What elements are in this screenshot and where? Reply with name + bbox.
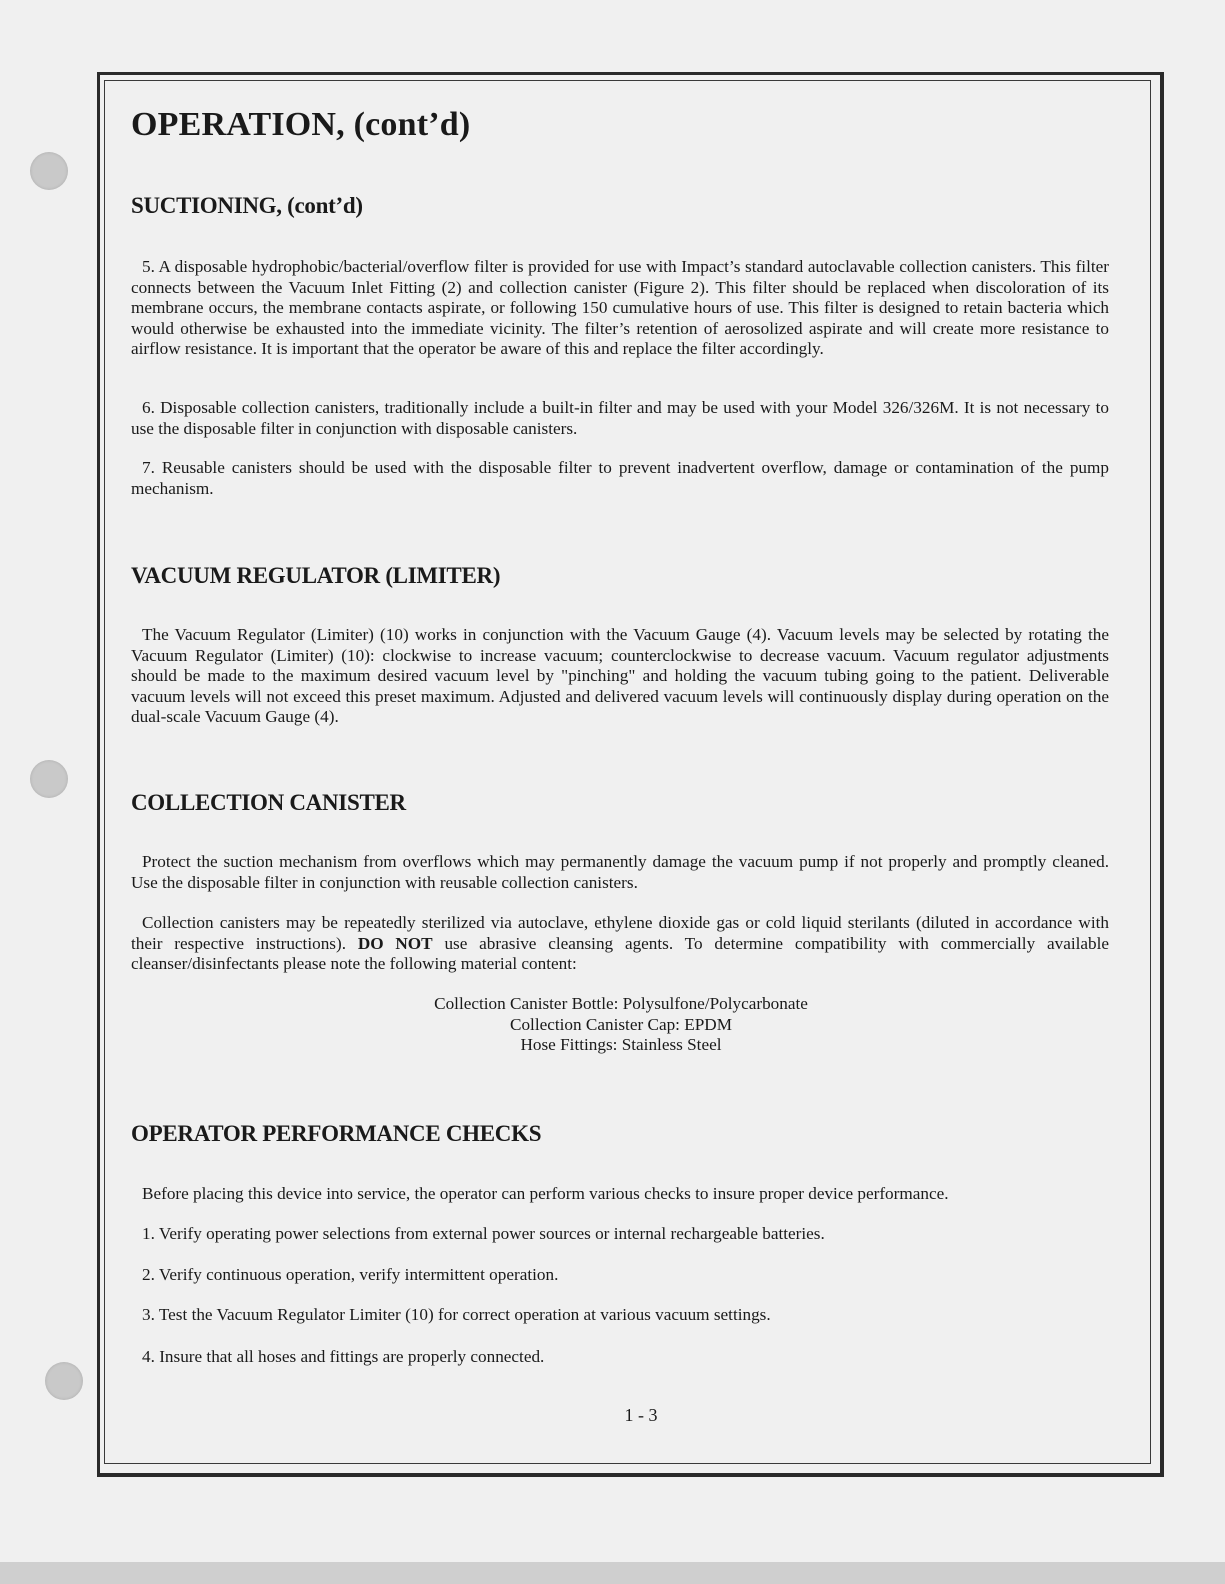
binder-hole-bottom xyxy=(45,1362,83,1400)
binder-hole-middle xyxy=(30,760,68,798)
page-number: 1 - 3 xyxy=(624,1405,658,1425)
paragraph-2-text-before: Collection canisters may be repeatedly sterilized via autoclave, ethylene dioxide gas or cold liquid sterilants (diluted in accordance with their respective instructions). xyxy=(131,913,1109,953)
performance-check-item-4: 4. Insure that all hoses and fittings are properly connected. xyxy=(142,1347,545,1366)
suctioning-paragraph-5: 5. A disposable hydrophobic/bacterial/overflow filter is provided for use with Impact’s standard autoclavable collection canisters. This filter connects between the Vacuum Inlet Fitting (2) and collection canister (Figure 2). This filter should be replaced when discoloration of its membrane occurs, the membrane contacts aspirate, or following 150 cumulative hours of use. This filter is designed to retain bacteria which would otherwise be exhausted into the immediate vicinity. The filter’s retention of aerosolized aspirate and will create more resistance to airflow resistance. It is important that the operator be aware of this and replace the filter accordingly. xyxy=(131,257,1109,358)
collection-canister-paragraph-1: Protect the suction mechanism from overflows which may permanently damage the vacuum pump if not properly and promptly cleaned. Use the disposable filter in conjunction with reusable collection canisters. xyxy=(131,852,1109,892)
section-heading-suctioning: SUCTIONING, (cont’d) xyxy=(131,193,363,218)
material-item: Collection Canister Cap: EPDM xyxy=(510,1014,732,1034)
section-heading-performance-checks: OPERATOR PERFORMANCE CHECKS xyxy=(131,1121,542,1146)
material-item: Collection Canister Bottle: Polysulfone/Polycarbonate xyxy=(434,994,808,1013)
performance-check-item-3: 3. Test the Vacuum Regulator Limiter (10) for correct operation at various vacuum settings. xyxy=(142,1305,771,1324)
section-heading-collection-canister: COLLECTION CANISTER xyxy=(131,790,406,815)
scan-bottom-edge xyxy=(0,1562,1225,1584)
materials-list xyxy=(131,994,1111,1056)
suctioning-paragraph-6: 6. Disposable collection canisters, traditionally include a built-in filter and may be used with your Model 326/326M. It is not necessary to use the disposable filter in conjunction with disposable canisters. xyxy=(131,398,1109,438)
paragraph-2-text-after: use abrasive cleansing agents. To determine compatibility with commercially available cleanser/disinfectants please note the following material content: xyxy=(131,933,1110,973)
performance-check-item-2: 2. Verify continuous operation, verify intermittent operation. xyxy=(142,1265,559,1284)
page-title: OPERATION, (cont’d) xyxy=(131,106,471,143)
material-item: Hose Fittings: Stainless Steel xyxy=(520,1035,722,1054)
vacuum-regulator-paragraph: The Vacuum Regulator (Limiter) (10) works in conjunction with the Vacuum Gauge (4). Vacuum levels may be selected by rotating the Vacuum Regulator (Limiter) (10): clockwise to increase vacuum; counterclockwise to decrease vacuum. Vacuum regulator adjustments should be made to the maximum desired vacuum level by "pinching" and holding the vacuum tubing going to the patient. Deliverable vacuum levels will not exceed this preset maximum. Adjusted and delivered vacuum levels will continuously display during operation on the dual-scale Vacuum Gauge (4). xyxy=(131,625,1109,726)
performance-check-item-1: 1. Verify operating power selections from external power sources or internal rechargeable batteries. xyxy=(142,1224,825,1243)
do-not-warning: DO NOT xyxy=(357,933,433,953)
collection-canister-paragraph-2 xyxy=(131,913,1109,975)
performance-checks-intro: Before placing this device into service, the operator can perform various checks to insure proper device performance. xyxy=(142,1184,949,1203)
section-heading-vacuum-regulator: VACUUM REGULATOR (LIMITER) xyxy=(131,563,501,588)
suctioning-paragraph-7: 7. Reusable canisters should be used with the disposable filter to prevent inadvertent overflow, damage or contamination of the pump mechanism. xyxy=(131,458,1109,498)
binder-hole-top xyxy=(30,152,68,190)
